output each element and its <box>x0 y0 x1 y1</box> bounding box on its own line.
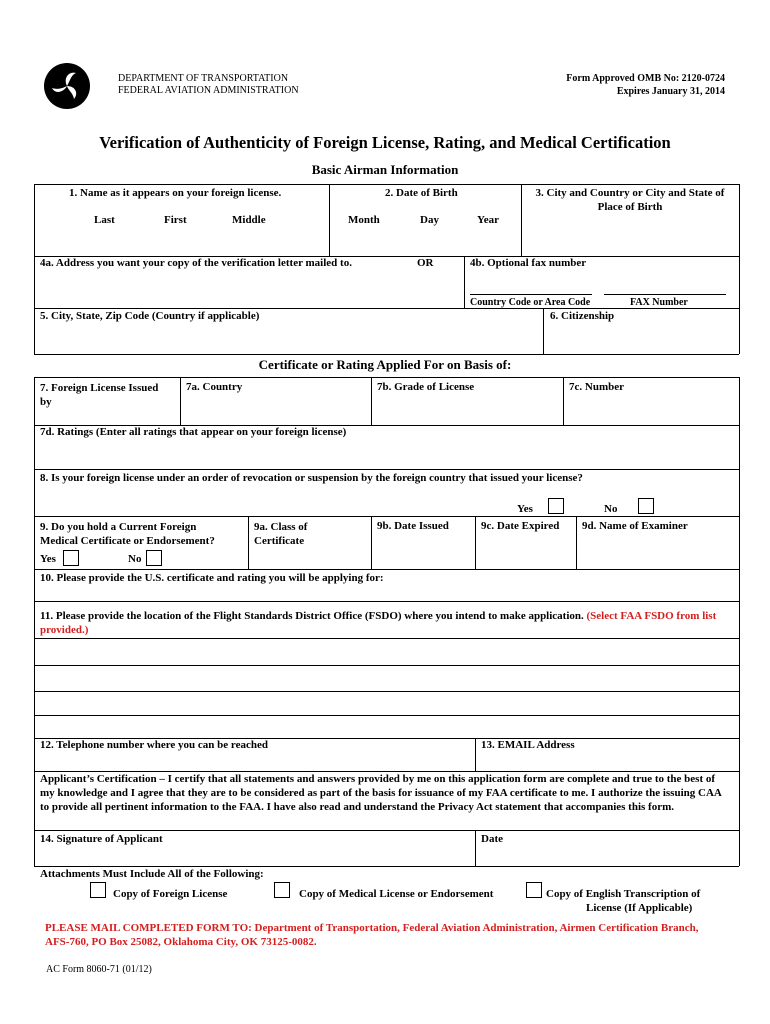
attachment-english-transcription-checkbox[interactable] <box>526 882 542 898</box>
fax-country-code-label: Country Code or Area Code <box>470 297 591 308</box>
or-label: OR <box>417 257 434 269</box>
field-1-name: 1. Name as it appears on your foreign license. <box>69 187 282 199</box>
dob-month-label: Month <box>348 214 380 226</box>
field-12-telephone: 12. Telephone number where you can be reached <box>40 739 268 751</box>
attachment-medical-license-label: Copy of Medical License or Endorsement <box>299 888 494 900</box>
field-14-signature: 14. Signature of Applicant <box>40 833 163 845</box>
name-first-label: First <box>164 214 187 226</box>
attachment-english-transcription-line1: Copy of English Transcription of <box>546 888 701 900</box>
q8-yes-checkbox[interactable] <box>548 498 564 514</box>
attachment-medical-license-checkbox[interactable] <box>274 882 290 898</box>
field-7c-number: 7c. Number <box>569 381 624 393</box>
dob-day-label: Day <box>420 214 439 226</box>
field-10-us-certificate: 10. Please provide the U.S. certificate and rating you will be applying for: <box>40 572 384 584</box>
fax-number-label: FAX Number <box>630 297 688 308</box>
dot-logo-icon <box>43 62 91 110</box>
q9-no-label: No <box>128 553 142 565</box>
field-8-revocation: 8. Is your foreign license under an order of revocation or suspension by the foreign country that issued your license? <box>40 472 583 484</box>
q8-no-label: No <box>604 503 618 515</box>
field-5-city-state-zip: 5. City, State, Zip Code (Country if applicable) <box>40 310 260 322</box>
attachment-english-transcription-line2: License (If Applicable) <box>586 902 693 914</box>
omb-number: Form Approved OMB No: 2120-0724 <box>566 73 725 84</box>
agency-line-1: DEPARTMENT OF TRANSPORTATION <box>118 73 289 84</box>
field-9-medical-certificate: 9. Do you hold a Current Foreign Medical Certificate or Endorsement? <box>40 521 215 547</box>
section-heading-certificate: Certificate or Rating Applied For on Basis of: <box>258 357 512 372</box>
form-title: Verification of Authenticity of Foreign License, Rating, and Medical Certification <box>99 133 671 152</box>
field-11-fsdo-location <box>40 609 732 637</box>
q9-yes-label: Yes <box>40 553 56 565</box>
field-7d-ratings: 7d. Ratings (Enter all ratings that appear on your foreign license) <box>40 426 347 438</box>
name-last-label: Last <box>94 214 115 226</box>
agency-line-2: FEDERAL AVIATION ADMINISTRATION <box>118 85 299 96</box>
field-2-date-of-birth: 2. Date of Birth <box>385 187 458 199</box>
field-6-citizenship: 6. Citizenship <box>550 310 615 322</box>
section-heading-basic-airman: Basic Airman Information <box>311 162 459 177</box>
field-4a-address: 4a. Address you want your copy of the verification letter mailed to. <box>40 257 352 269</box>
field-7a-country: 7a. Country <box>186 381 243 393</box>
q8-yes-label: Yes <box>517 503 533 515</box>
applicant-certification: Applicant’s Certification – I certify that all statements and answers provided by me on this application form are complete and true to the best of my knowledge and I agree that they are to be considered as part of the basis for issuance of my FAA certificate to me. I authorize the issuing CAA to provide all pertinent information to the FAA. I have also read and understand the Privacy Act statement that accompanies this form. <box>40 773 722 813</box>
field-9a-class: 9a. Class of Certificate <box>254 521 308 547</box>
field-11-label: 11. Please provide the location of the Flight Standards District Office (FSDO) where you intend to make application. <box>40 610 584 622</box>
q9-no-checkbox[interactable] <box>146 550 162 566</box>
attachment-foreign-license-checkbox[interactable] <box>90 882 106 898</box>
name-middle-label: Middle <box>232 214 266 226</box>
signature-date-label: Date <box>481 833 503 845</box>
field-7b-grade: 7b. Grade of License <box>377 381 475 393</box>
attachment-foreign-license-label: Copy of Foreign License <box>113 888 228 900</box>
field-13-email: 13. EMAIL Address <box>481 739 575 751</box>
field-4b-fax: 4b. Optional fax number <box>470 257 587 269</box>
field-11-fsdo-list-note: (Select FAA FSDO from list provided.) <box>40 610 717 636</box>
field-9c-date-expired: 9c. Date Expired <box>481 520 560 532</box>
form-number: AC Form 8060-71 (01/12) <box>46 964 152 975</box>
mailing-instructions: PLEASE MAIL COMPLETED FORM TO: Department of Transportation, Federal Aviation Administration, Airmen Certification Branch, AFS-760, PO Box 25082, Oklahoma City, OK 73125-0082. <box>45 922 699 948</box>
q8-no-checkbox[interactable] <box>638 498 654 514</box>
expiration-date: Expires January 31, 2014 <box>616 86 725 97</box>
field-7-issued-by: 7. Foreign License Issued by <box>40 382 159 408</box>
attachments-heading: Attachments Must Include All of the Following: <box>40 868 264 880</box>
field-9b-date-issued: 9b. Date Issued <box>377 520 449 532</box>
dob-year-label: Year <box>477 214 499 226</box>
q9-yes-checkbox[interactable] <box>63 550 79 566</box>
field-9d-examiner: 9d. Name of Examiner <box>582 520 688 532</box>
field-3-place-of-birth: 3. City and Country or City and State of Place of Birth <box>535 187 725 213</box>
